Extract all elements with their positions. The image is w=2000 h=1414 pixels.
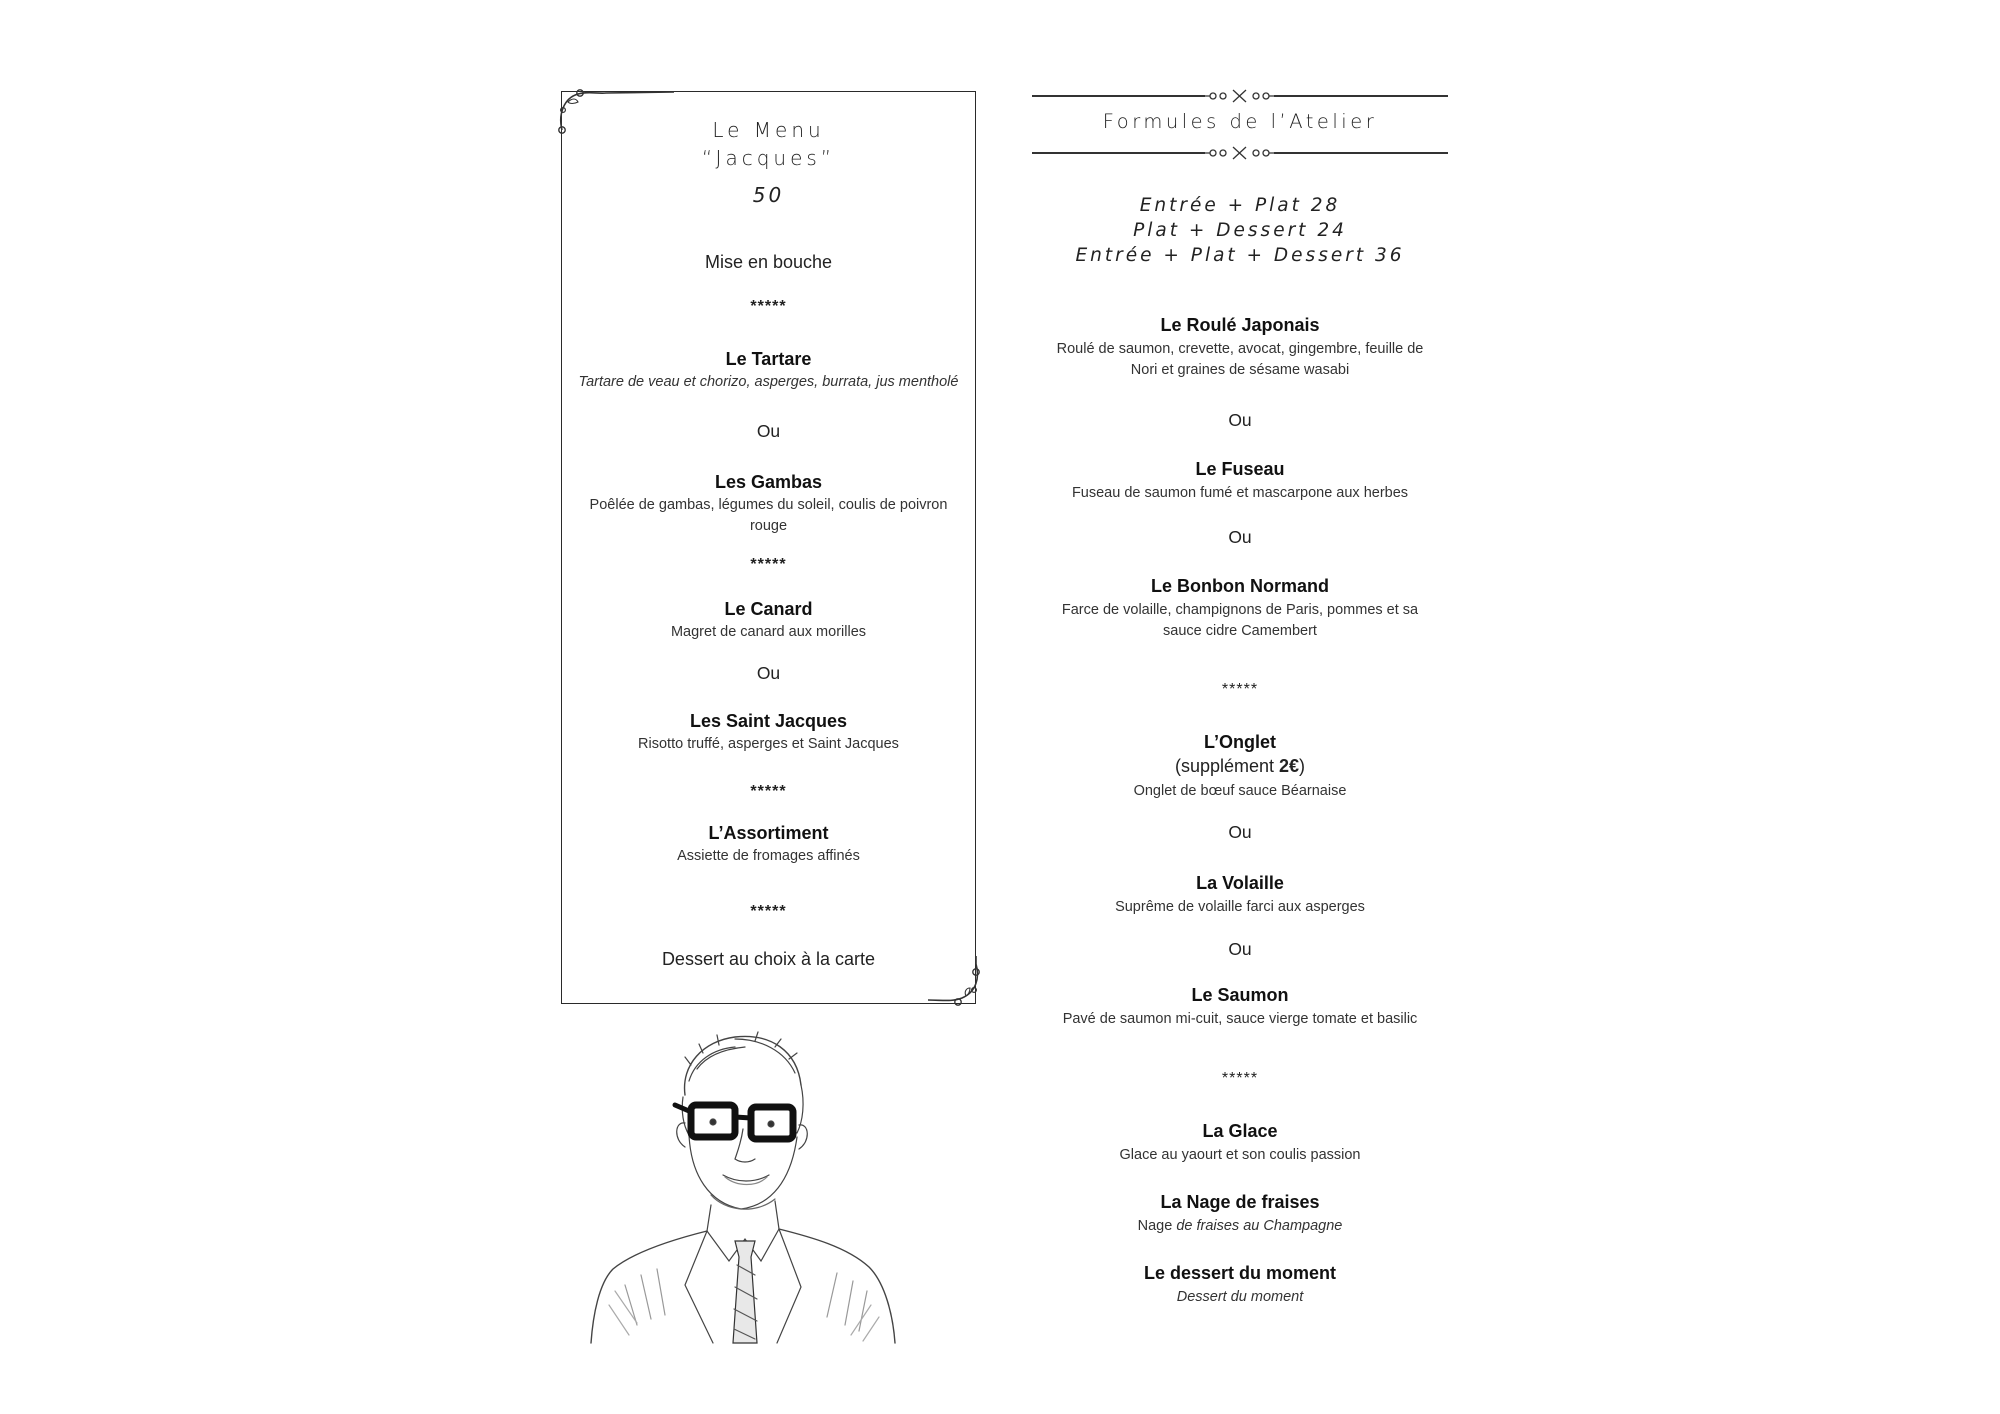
dish-name: Les Gambas xyxy=(714,472,823,492)
separator: ***** xyxy=(1221,1070,1259,1087)
separator: ***** xyxy=(750,556,787,573)
separator: ***** xyxy=(750,903,787,920)
separator: ***** xyxy=(1221,681,1259,698)
dish-name: Le Canard xyxy=(724,599,813,619)
dish-description: Dessert du moment xyxy=(1176,1289,1304,1305)
separator: ***** xyxy=(750,298,787,315)
divider xyxy=(1274,152,1448,154)
dish-name: Le Fuseau xyxy=(1195,459,1285,479)
desc-prefix: Nage xyxy=(1137,1218,1177,1234)
menu-jacques-card xyxy=(561,91,976,1004)
dish-description: Roulé de saumon, crevette, avocat, gingembre, feuille de xyxy=(1056,341,1424,357)
dish-name: La Glace xyxy=(1202,1121,1278,1141)
dish-description: rouge xyxy=(749,518,788,534)
formula-entree-plat-dessert: Entrée + Plat + Dessert 36 xyxy=(1075,245,1405,266)
supplement-note xyxy=(1032,756,1448,777)
dish-description: Tartare de veau et chorizo, asperges, burrata, jus mentholé xyxy=(578,374,959,390)
menu-title: Le Menu xyxy=(712,118,825,142)
divider xyxy=(1032,95,1205,97)
dish-description: Nori et graines de sésame wasabi xyxy=(1130,362,1350,378)
separator: ***** xyxy=(750,783,787,800)
dish-description: sauce cidre Camembert xyxy=(1163,623,1317,639)
dish-name: Le Tartare xyxy=(725,349,812,369)
dish-description: Onglet de bœuf sauce Béarnaise xyxy=(1133,783,1347,799)
dish-description: Fuseau de saumon fumé et mascarpone aux herbes xyxy=(1071,485,1409,501)
dish-description: Glace au yaourt et son coulis passion xyxy=(1119,1147,1361,1163)
supplement-amount: 2€ xyxy=(1279,756,1300,776)
formula-entree-plat: Entrée + Plat 28 xyxy=(1139,195,1341,216)
divider xyxy=(1274,95,1448,97)
or-label: Ou xyxy=(756,421,781,441)
divider xyxy=(1032,152,1205,154)
or-label: Ou xyxy=(756,663,781,683)
dish-description: Pavé de saumon mi-cuit, sauce vierge tomate et basilic xyxy=(1062,1011,1418,1027)
dish-description: Poêlée de gambas, légumes du soleil, coulis de poivron xyxy=(589,497,948,513)
dish-name: Le Saumon xyxy=(1191,985,1289,1005)
dish-description: Magret de canard aux morilles xyxy=(670,624,867,640)
supplement-prefix: (supplément xyxy=(1174,756,1280,776)
dish-name: Le Bonbon Normand xyxy=(1151,576,1329,596)
dish-description: Farce de volaille, champignons de Paris, pommes et sa xyxy=(1061,602,1419,618)
dish-name: L’Assortiment xyxy=(708,823,829,843)
portrait-sketch-icon xyxy=(585,1025,900,1345)
dish-name: Le dessert du moment xyxy=(1143,1263,1337,1283)
mise-en-bouche: Mise en bouche xyxy=(704,252,833,272)
dessert-choice: Dessert au choix à la carte xyxy=(661,949,876,969)
or-label: Ou xyxy=(1228,527,1252,547)
dish-description: Suprême de volaille farci aux asperges xyxy=(1115,899,1365,915)
dish-name: L’Onglet xyxy=(1204,732,1276,752)
dish-name: Le Roulé Japonais xyxy=(1160,315,1320,335)
formula-plat-dessert: Plat + Dessert 24 xyxy=(1133,220,1347,241)
dish-name: La Volaille xyxy=(1196,873,1284,893)
dish-description: Assiette de fromages affinés xyxy=(677,848,860,864)
or-label: Ou xyxy=(1228,822,1252,842)
supplement-suffix: ) xyxy=(1299,756,1306,776)
desc-italic: de fraises au Champagne xyxy=(1176,1218,1343,1234)
or-label: Ou xyxy=(1228,939,1252,959)
menu-price: 50 xyxy=(752,183,785,207)
dish-description: Risotto truffé, asperges et Saint Jacques xyxy=(638,736,899,752)
ornament-icon xyxy=(1205,143,1274,163)
dish-name: La Nage de fraises xyxy=(1160,1192,1320,1212)
menu-subtitle: “Jacques” xyxy=(701,146,836,170)
or-label: Ou xyxy=(1228,410,1252,430)
ornament-icon xyxy=(1205,86,1274,106)
dish-description xyxy=(1032,1216,1448,1237)
dish-name: Les Saint Jacques xyxy=(689,711,848,731)
formules-title: Formules de l’Atelier xyxy=(1102,110,1378,133)
